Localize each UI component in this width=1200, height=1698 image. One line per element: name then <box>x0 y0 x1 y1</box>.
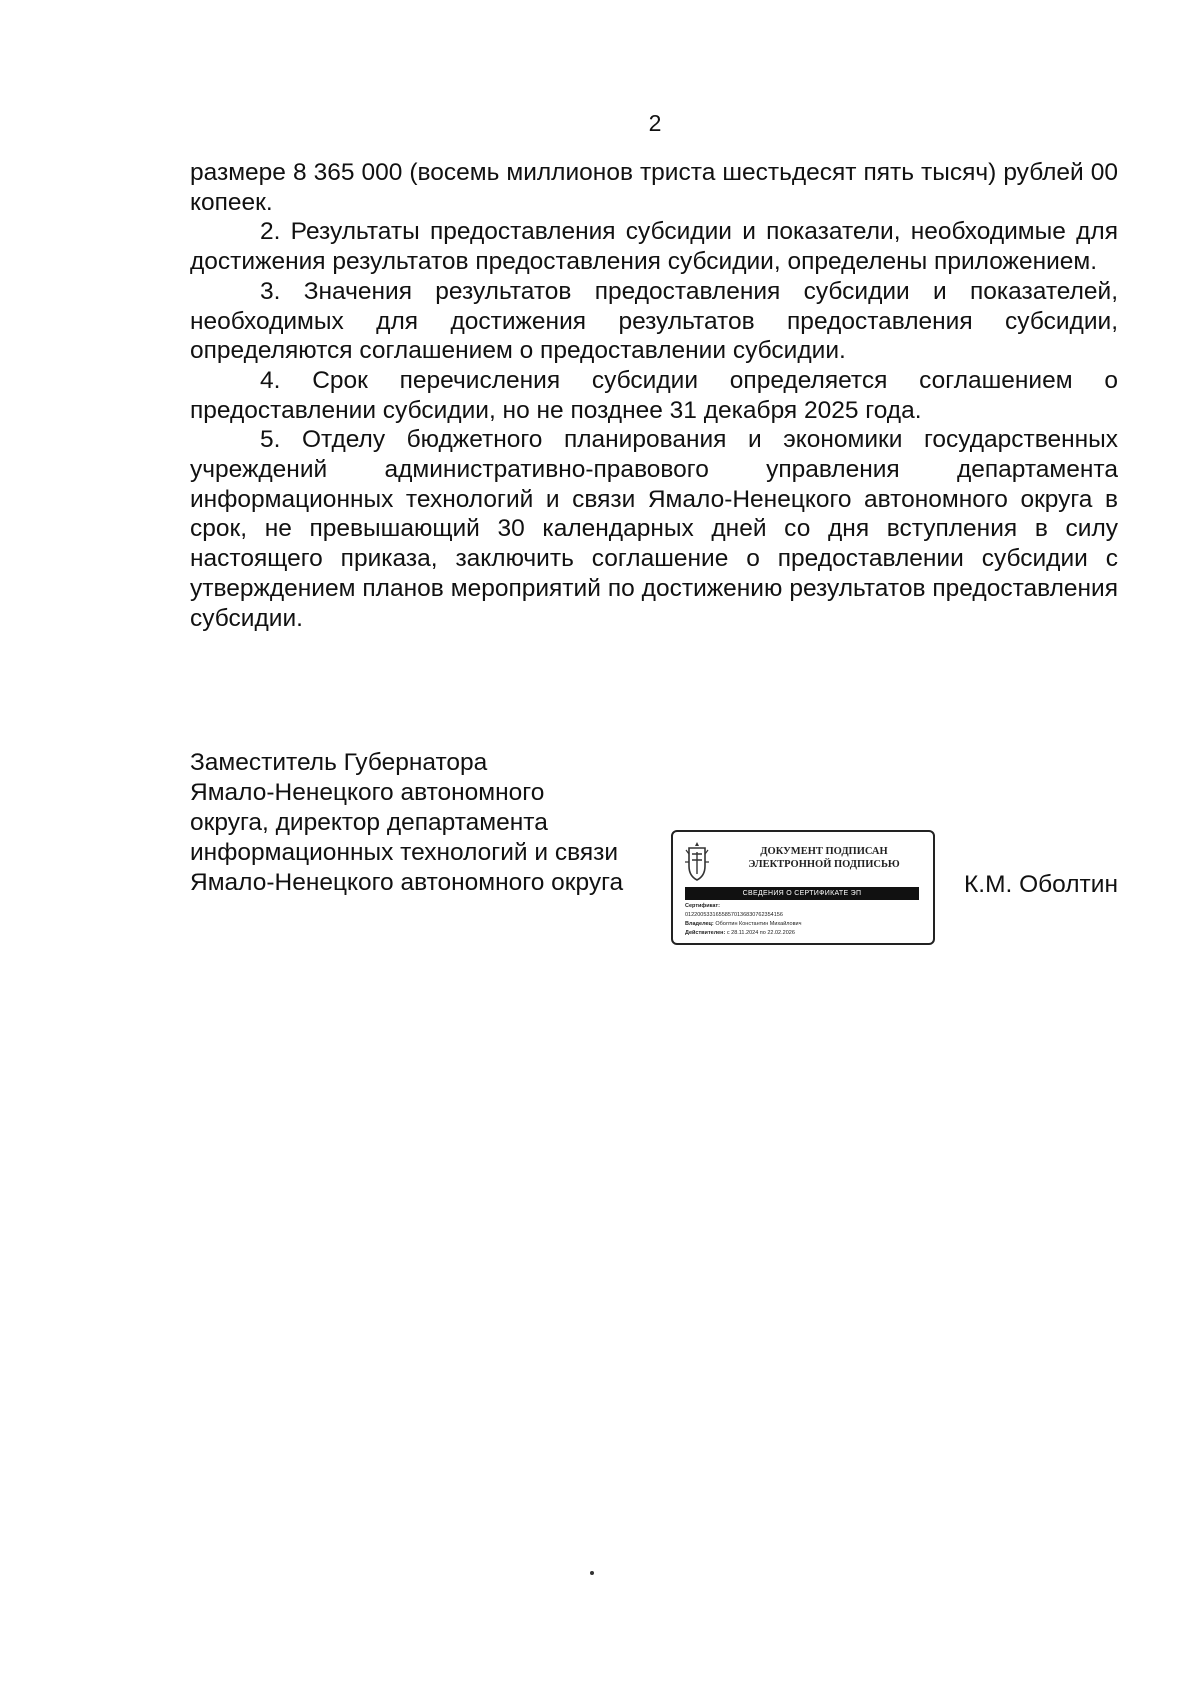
signatory-line-3: округа, директор департамента <box>190 809 548 836</box>
stamp-details <box>685 902 925 938</box>
stamp-validity-row <box>685 929 925 938</box>
stamp-certificate-bar: СВЕДЕНИЯ О СЕРТИФИКАТЕ ЭП <box>685 887 919 900</box>
paragraph-3-values: 3. Значения результатов предоставления субсидии и показателей, необходимых для достижения результатов предоставления субсидии, определяются соглашением о предоставлении субсидии. <box>190 277 1118 365</box>
signatory-line-2: Ямало-Ненецкого автономного <box>190 779 545 806</box>
page-number: 2 <box>648 110 662 136</box>
stamp-certificate-label: Сертификат: <box>685 903 720 909</box>
stamp-certificate-value: 01220053316558570136830762354156 <box>685 912 783 918</box>
signatory-line-1: Заместитель Губернатора <box>190 749 488 776</box>
signatory-line-5: Ямало-Ненецкого автономного округа <box>190 869 624 896</box>
stamp-validity-value: с 28.11.2024 по 22.02.2026 <box>726 930 795 936</box>
stamp-owner-value: Оболтин Константин Михайлович <box>715 921 802 927</box>
stamp-owner-row <box>685 920 925 929</box>
signatory-position <box>190 748 690 898</box>
stamp-owner-label: Владелец: <box>685 921 714 927</box>
stamp-title-line-2: ЭЛЕКТРОННОЙ ПОДПИСЬЮ <box>748 859 900 870</box>
paragraph-subsidy-amount: размере 8 365 000 (восемь миллионов триста шестьдесят пять тысяч) рублей 00 копеек. <box>190 159 1118 216</box>
document-body <box>190 158 1118 633</box>
signatory-line-4: информационных технологий и связи <box>190 839 619 866</box>
scan-speck <box>590 1571 594 1575</box>
stamp-validity-label: Действителен: <box>685 930 726 936</box>
coat-of-arms-icon <box>683 840 711 884</box>
paragraph-2-results: 2. Результаты предоставления субсидии и показатели, необходимые для достижения результатов предоставления субсидии, определены приложением. <box>190 218 1118 276</box>
signer-name: К.М. Оболтин <box>963 871 1118 898</box>
stamp-title <box>719 845 929 871</box>
stamp-title-line-1: ДОКУМЕНТ ПОДПИСАН <box>760 846 888 857</box>
paragraph-4-transfer-term: 4. Срок перечисления субсидии определяется соглашением о предоставлении субсидии, но не позднее 31 декабря 2025 года. <box>190 366 1118 424</box>
paragraph-5-agreement: 5. Отделу бюджетного планирования и экономики государственных учреждений административно-правового управления департамента информационных технологий и связи Ямало-Ненецкого автономного округа в срок, не превышающий 30 календарных дней со дня вступления в силу настоящего приказа, заключить соглашение о предоставлении субсидии с утверждением планов мероприятий по достижению результатов предоставления субсидии. <box>190 426 1118 632</box>
electronic-signature-stamp <box>671 830 935 945</box>
